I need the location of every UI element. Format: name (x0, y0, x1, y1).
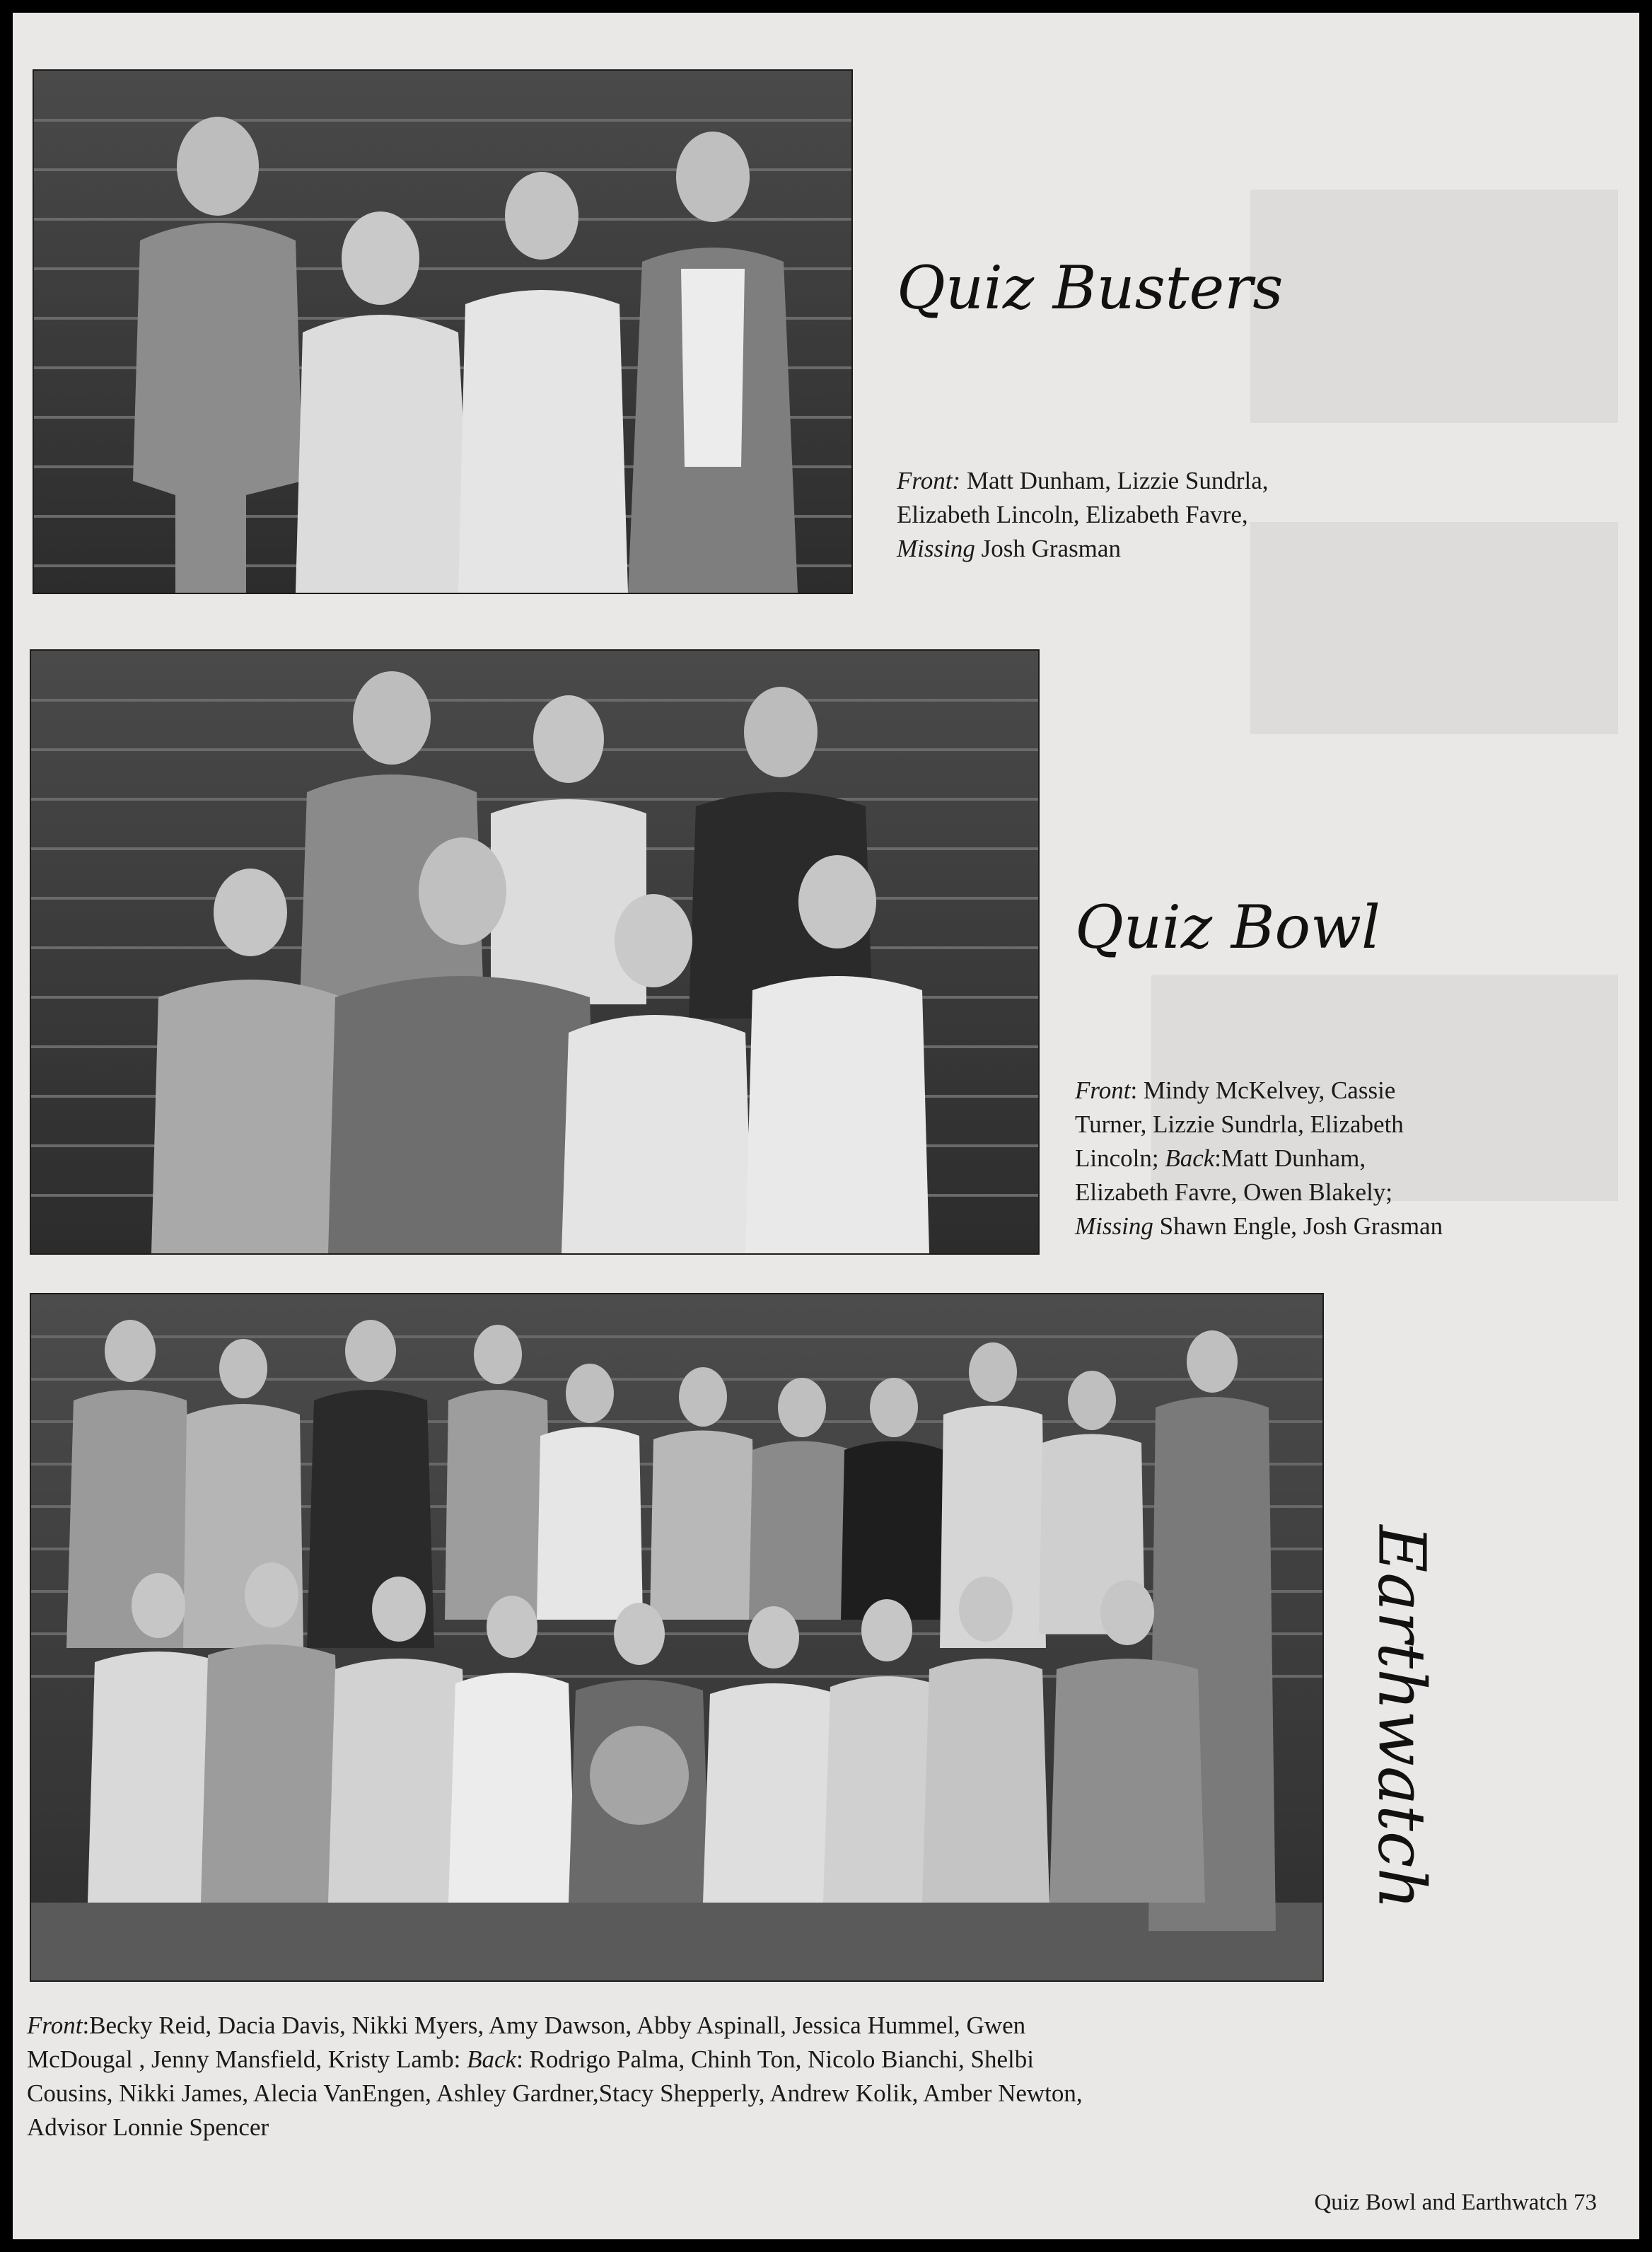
back-label: Back (467, 2045, 517, 2073)
front-label: Front (1075, 1076, 1131, 1104)
page-footer: Quiz Bowl and Earthwatch 73 (1314, 2190, 1597, 2215)
missing-label: Missing (1075, 1212, 1153, 1240)
quiz-busters-photo (33, 69, 853, 594)
front-label: Front: (897, 467, 961, 494)
earthwatch-title: Earthwatch (1363, 1525, 1440, 1910)
earthwatch-caption: Front:Becky Reid, Dacia Davis, Nikki Myers, Amy Dawson, Abby Aspinall, Jessica Hummel, Gwen McDougal , Jenny Mansfield, Kristy Lamb: Back: Rodrigo Palma, Chinh Ton, Nicolo Bianchi, Shelbi Cousins, Nikki James, Alecia VanEngen, Ashley Gardner,Stacy Shepperly, Andrew Kolik, Amber Newton, Advisor Lonnie Spencer (27, 2012, 1083, 2141)
quiz-bowl-title: Quiz Bowl (1075, 893, 1380, 962)
missing-label: Missing (897, 535, 975, 562)
back-label: Back (1165, 1144, 1215, 1172)
earthwatch-photo (30, 1293, 1324, 1982)
quiz-busters-title: Quiz Busters (897, 253, 1284, 323)
quiz-bowl-photo (30, 649, 1040, 1255)
yearbook-page (13, 13, 1639, 2239)
quiz-bowl-caption: Front: Mindy McKelvey, Cassie Turner, Lizzie Sundrla, Elizabeth Lincoln; Back:Matt Dunham, Elizabeth Favre, Owen Blakely; Missing Shawn Engle, Josh Grasman (1075, 1076, 1443, 1240)
quiz-busters-caption: Front: Matt Dunham, Lizzie Sundrla, Elizabeth Lincoln, Elizabeth Favre, Missing Josh Grasman (897, 467, 1269, 562)
front-label: Front (27, 2012, 83, 2039)
